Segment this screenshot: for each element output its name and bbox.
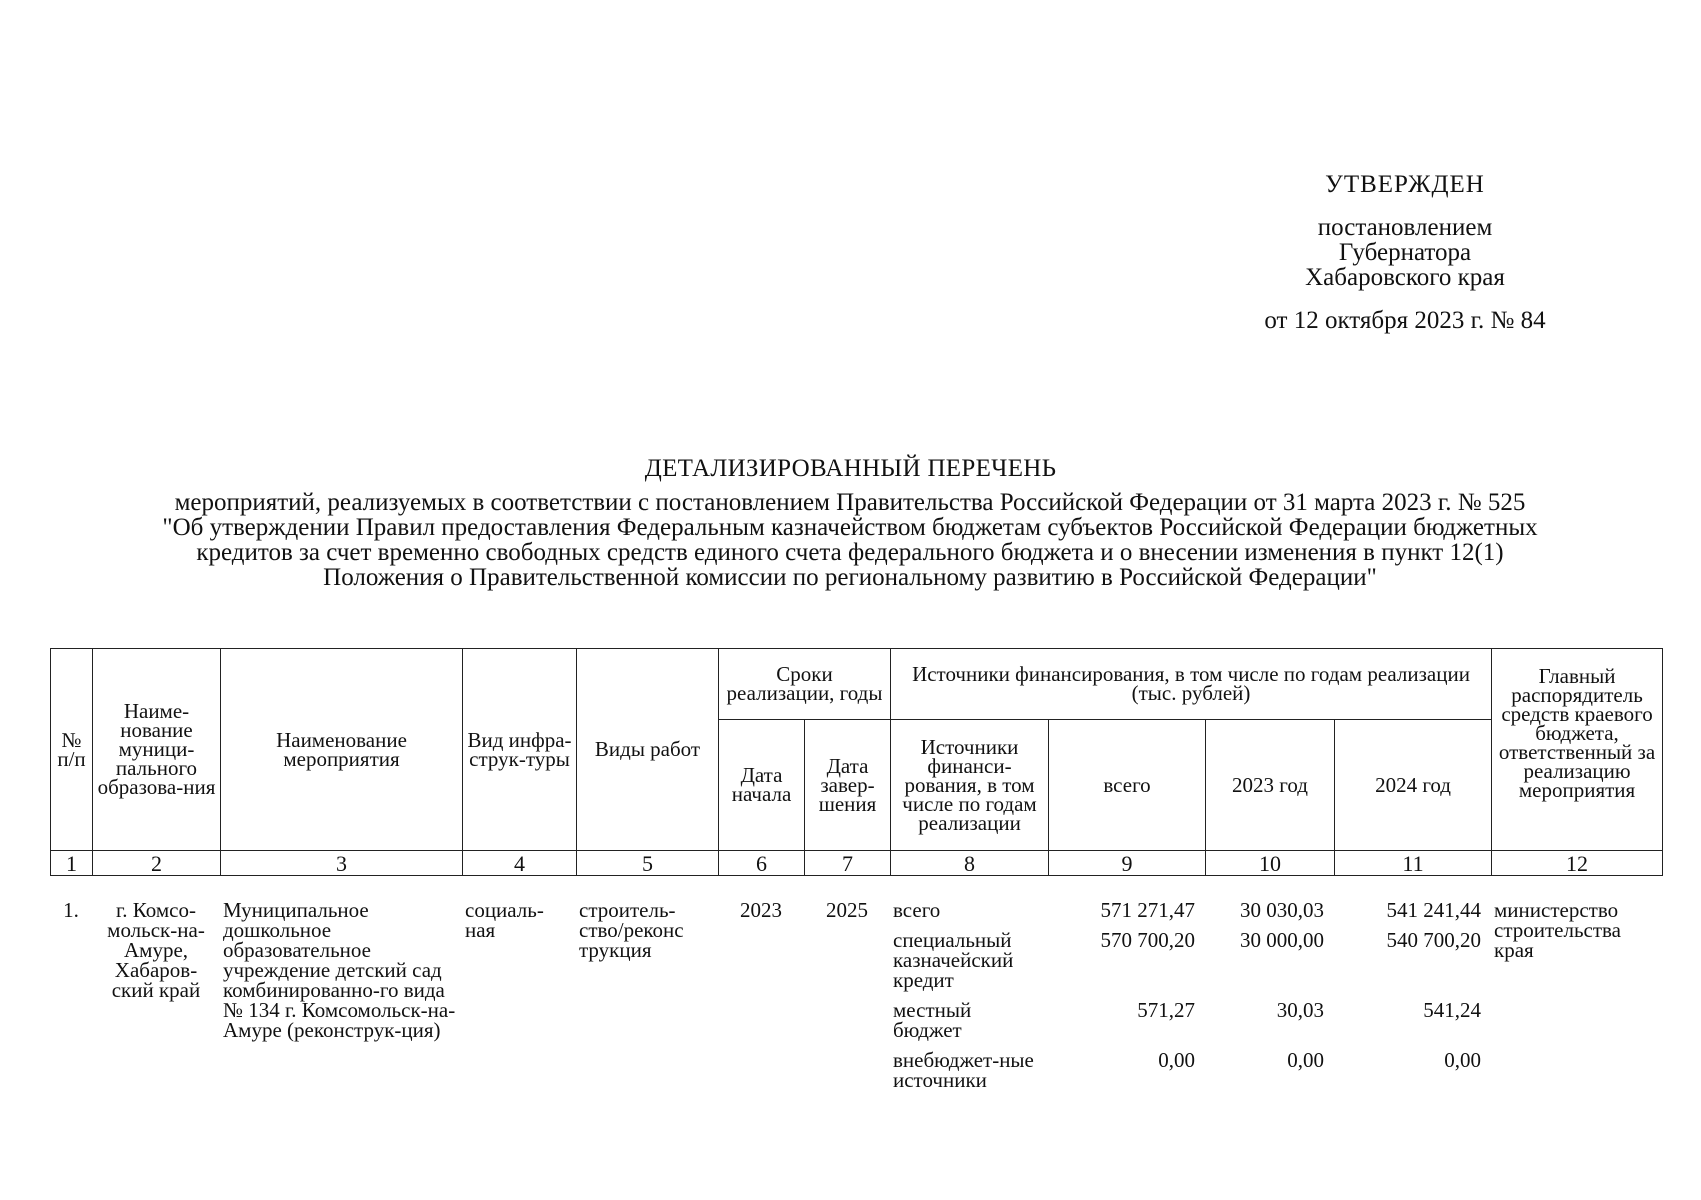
row-num: 1.	[63, 898, 79, 922]
data-table	[50, 900, 1662, 1090]
subtitle-line: мероприятий, реализуемых в соответствии с постановлением Правительства Российской Федерации от 31 марта 2023 г. № 525	[174, 489, 1526, 516]
source-total: 571 271,47	[1100, 898, 1195, 922]
source-total: 570 700,20	[1100, 928, 1195, 952]
column-number: 11	[1335, 851, 1492, 876]
header-infra-type: Вид инфра-струк-туры	[463, 649, 577, 851]
column-number: 2	[93, 851, 221, 876]
header-terms-group: Сроки реализации, годы	[719, 649, 891, 720]
header-year-2023: 2023 год	[1206, 720, 1335, 851]
source-2023: 30 030,03	[1240, 898, 1324, 922]
header-work-type: Виды работ	[577, 649, 719, 851]
header-table	[50, 648, 1663, 876]
source-2023: 0,00	[1287, 1048, 1324, 1072]
source-2024: 541 241,44	[1386, 898, 1481, 922]
column-number: 3	[221, 851, 463, 876]
subtitle-line: "Об утверждении Правил предоставления Федеральным казначейством бюджетам субъектов Российской Федерации бюджетных	[162, 514, 1538, 541]
column-number: 1	[51, 851, 93, 876]
source-label: всего	[893, 898, 941, 922]
source-2024: 540 700,20	[1386, 928, 1481, 952]
column-number: 8	[891, 851, 1049, 876]
header-year-2024: 2024 год	[1335, 720, 1492, 851]
header-total: всего	[1049, 720, 1206, 851]
column-number: 9	[1049, 851, 1206, 876]
header-manager: Главный распорядитель средств краевого бюджета, ответственный за реализацию мероприятия	[1492, 649, 1663, 851]
document-title: ДЕТАЛИЗИРОВАННЫЙ ПЕРЕЧЕНЬ	[644, 455, 1057, 482]
document-subtitle	[60, 490, 1640, 590]
approval-block	[1230, 172, 1580, 333]
header-end-date: Дата завер-шения	[805, 720, 891, 851]
table-row	[50, 900, 1662, 920]
column-number: 7	[805, 851, 891, 876]
header-num: № п/п	[51, 649, 93, 851]
approval-stamp: УТВЕРЖДЕН	[1325, 171, 1485, 198]
row-work-type: строитель-ство/реконс трукция	[579, 898, 684, 962]
column-number: 6	[719, 851, 805, 876]
row-municipality: г. Комсо-мольск-на-Амуре, Хабаров-ский край	[107, 898, 205, 1002]
column-number: 4	[463, 851, 577, 876]
header-sources: Источники финанси-рования, в том числе по годам реализации	[891, 720, 1049, 851]
header-event-name: Наименование мероприятия	[221, 649, 463, 851]
column-number: 5	[577, 851, 719, 876]
row-event-name: Муниципальное дошкольное образовательное учреждение детский сад комбинированно-го вида № 134 г. Комсомольск-на-Амуре (реконструк-ция)	[223, 898, 456, 1042]
source-label: внебюджет-ные источники	[893, 1048, 1034, 1092]
source-2024: 0,00	[1444, 1048, 1481, 1072]
row-end: 2025	[826, 898, 868, 922]
approval-line-2: Губернатора	[1338, 239, 1472, 266]
header-financing-group: Источники финансирования, в том числе по годам реализации (тыс. рублей)	[891, 649, 1492, 720]
source-label: специальный казначейский кредит	[893, 928, 1014, 992]
header-municipality: Наиме-нование муници-пального образова-ния	[93, 649, 221, 851]
source-2023: 30 000,00	[1240, 928, 1324, 952]
column-number: 12	[1492, 851, 1663, 876]
approval-line-1: постановлением	[1317, 214, 1493, 241]
row-manager: министерство строительства края	[1494, 898, 1622, 962]
source-2023: 30,03	[1276, 998, 1324, 1022]
source-label: местный бюджет	[893, 998, 972, 1042]
header-start-date: Дата начала	[719, 720, 805, 851]
row-infra-type: социаль-ная	[465, 898, 544, 942]
approval-line-3: Хабаровского края	[1305, 264, 1505, 291]
source-total: 0,00	[1158, 1048, 1195, 1072]
source-2024: 541,24	[1423, 998, 1481, 1022]
source-total: 571,27	[1137, 998, 1195, 1022]
column-number: 10	[1206, 851, 1335, 876]
subtitle-line: кредитов за счет временно свободных средств единого счета федерального бюджета и о внесении изменения в пункт 12(1)	[196, 539, 1504, 566]
subtitle-line: Положения о Правительственной комиссии по региональному развитию в Российской Федерации"	[323, 564, 1377, 591]
approval-date: от 12 октября 2023 г. № 84	[1264, 307, 1546, 334]
row-start: 2023	[740, 898, 782, 922]
